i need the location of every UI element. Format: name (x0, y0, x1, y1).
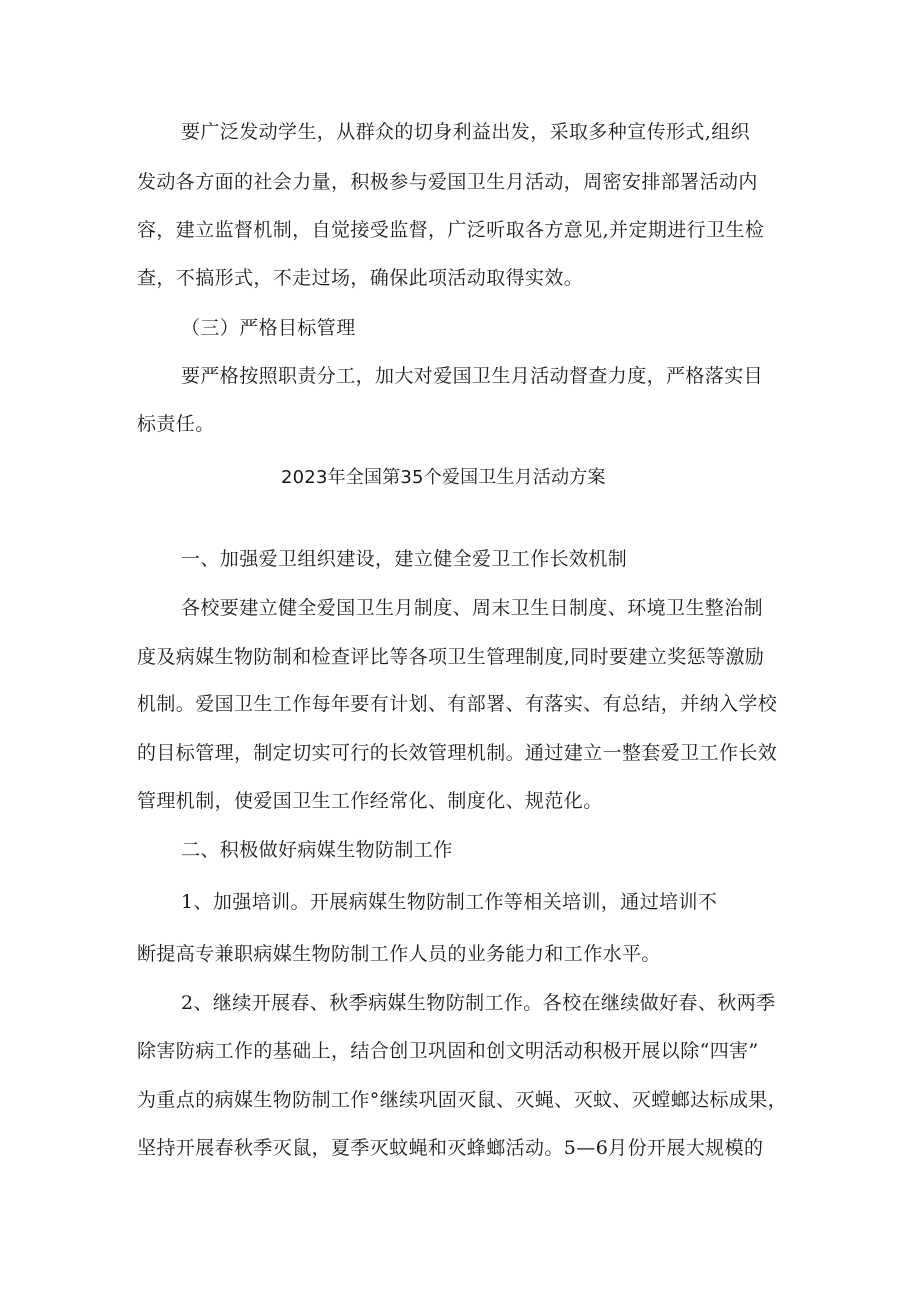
paragraph-line: 的目标管理，制定切实可行的长效管理机制。通过建立一整套爱卫工作长效 (137, 742, 778, 764)
paragraph-line: 管理机制，使爱国卫生工作经常化、制度化、规范化。 (137, 790, 603, 812)
list-item-line: 除害防病工作的基础上，结合创卫巩固和创文明活动积极开展以除“四害” (137, 1040, 759, 1062)
paragraph-line: 要广泛发动学生，从群众的切身利益出发，采取多种宣传形式,组织 (181, 121, 751, 143)
list-item-line: 坚持开展春秋季灭鼠，夏季灭蚊蝇和灭蜂螂活动。5—6月份开展大规模的 (137, 1137, 764, 1159)
document-title: 2023年全国第35个爱国卫生月活动方案 (281, 467, 606, 488)
list-item-line: 为重点的病媒生物防制工作°继续巩固灭鼠、灭蝇、灭蚊、灭螳螂达标成果， (137, 1089, 788, 1111)
paragraph-line: 容，建立监督机制，自觉接受监督，广泛听取各方意见,并定期进行卫生检 (137, 219, 765, 241)
paragraph-line: 发动各方面的社会力量，积极参与爱国卫生月活动，周密安排部署活动内 (137, 171, 758, 193)
list-item-line: 2、继续开展春、秋季病媒生物防制工作。各校在继续做好春、秋两季 (181, 992, 776, 1014)
section-heading: 二、积极做好病媒生物防制工作 (181, 839, 453, 861)
paragraph-line: 查，不搞形式，不走过场，确保此项活动取得实效。 (137, 267, 584, 289)
paragraph-line: 要严格按照职责分工，加大对爱国卫生月活动督查力度，严格落实目 (181, 365, 764, 387)
paragraph-line: 标责任。 (137, 413, 215, 435)
section-heading: 一、加强爱卫组织建设，建立健全爱卫工作长效机制 (181, 548, 628, 570)
paragraph-line: 各校要建立健全爱国卫生月制度、周末卫生日制度、环境卫生整治制 (181, 597, 764, 619)
paragraph-line: 机制。爱国卫生工作每年要有计划、有部署、有落实、有总结，并纳入学校 (137, 693, 778, 715)
paragraph-line: 度及病媒生物防制和检查评比等各项卫生管理制度,同时要建立奖惩等激励 (137, 646, 765, 668)
section-heading: （三）严格目标管理 (181, 317, 356, 339)
list-item-line: 断提高专兼职病媒生物防制工作人员的业务能力和工作水平。 (137, 943, 661, 965)
list-item-line: 1、加强培训。开展病媒生物防制工作等相关培训，通过培训不 (181, 891, 718, 913)
